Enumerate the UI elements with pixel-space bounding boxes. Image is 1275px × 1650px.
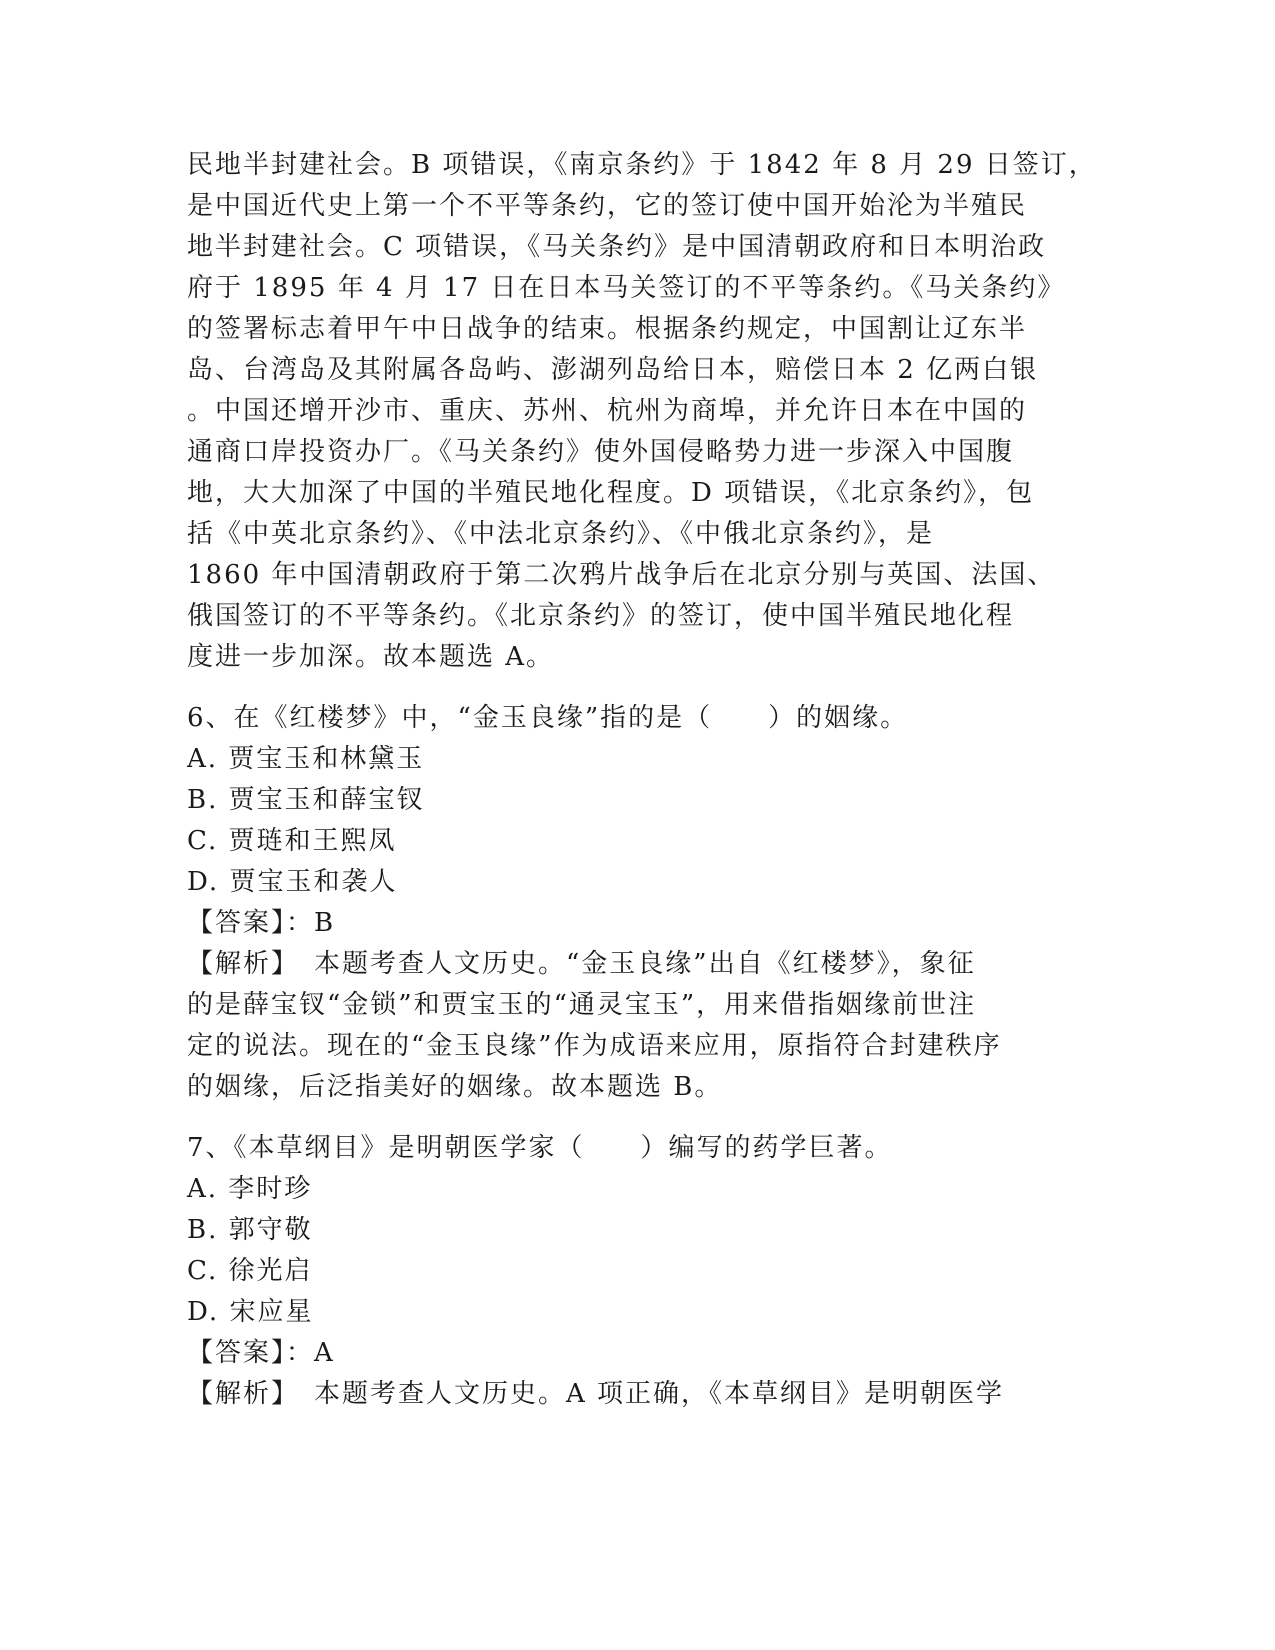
question-6-explanation-line: 【解析】 本题考查人文历史。“金玉良缘”出自《红楼梦》，象征 bbox=[187, 949, 976, 979]
question-7-stem: 7、《本草纲目》是明朝医学家（ ）编写的药学巨著。 bbox=[187, 1133, 893, 1163]
explanation-line: 俄国签订的不平等条约。《北京条约》的签订，使中国半殖民地化程 bbox=[187, 601, 1015, 631]
question-6-explanation-line: 定的说法。现在的“金玉良缘”作为成语来应用，原指符合封建秩序 bbox=[187, 1031, 1002, 1061]
question-6-option-d: D. 贾宝玉和袭人 bbox=[187, 867, 398, 897]
question-6-stem: 6、在《红楼梦》中，“金玉良缘”指的是（ ）的姻缘。 bbox=[187, 703, 909, 733]
question-7-option-b: B. 郭守敬 bbox=[187, 1215, 313, 1245]
explanation-line: 地，大大加深了中国的半殖民地化程度。D 项错误，《北京条约》，包 bbox=[187, 478, 1035, 508]
question-6-option-b: B. 贾宝玉和薛宝钗 bbox=[187, 785, 425, 815]
question-7-option-d: D. 宋应星 bbox=[187, 1297, 314, 1327]
explanation-line: 1860 年中国清朝政府于第二次鸦片战争后在北京分别与英国、法国、 bbox=[187, 560, 1056, 590]
question-7-option-c: C. 徐光启 bbox=[187, 1256, 313, 1286]
explanation-line: 度进一步加深。故本题选 A。 bbox=[187, 642, 555, 672]
explanation-line: 地半封建社会。C 项错误，《马关条约》是中国清朝政府和日本明治政 bbox=[187, 232, 1047, 262]
question-6-option-c: C. 贾琏和王熙凤 bbox=[187, 826, 397, 856]
explanation-line: 。中国还增开沙市、重庆、苏州、杭州为商埠，并允许日本在中国的 bbox=[187, 396, 1028, 426]
question-6-explanation-line: 的是薛宝钗“金锁”和贾宝玉的“通灵宝玉”，用来借指姻缘前世注 bbox=[187, 990, 977, 1020]
explanation-line: 的签署标志着甲午中日战争的结束。根据条约规定，中国割让辽东半 bbox=[187, 314, 1028, 344]
question-6-answer: 【答案】：B bbox=[187, 908, 336, 938]
question-6-explanation-line: 的姻缘，后泛指美好的姻缘。故本题选 B。 bbox=[187, 1072, 723, 1102]
explanation-line: 岛、台湾岛及其附属各岛屿、澎湖列岛给日本，赔偿日本 2 亿两白银 bbox=[187, 355, 1039, 385]
explanation-line: 府于 1895 年 4 月 17 日在日本马关签订的不平等条约。《马关条约》 bbox=[187, 273, 1066, 303]
question-7-explanation-line: 【解析】 本题考查人文历史。A 项正确，《本草纲目》是明朝医学 bbox=[187, 1379, 1005, 1409]
question-7-answer: 【答案】：A bbox=[187, 1338, 335, 1368]
explanation-line: 是中国近代史上第一个不平等条约，它的签订使中国开始沦为半殖民 bbox=[187, 191, 1028, 221]
explanation-line: 括《中英北京条约》、《中法北京条约》、《中俄北京条约》，是 bbox=[187, 519, 935, 549]
explanation-line: 通商口岸投资办厂。《马关条约》使外国侵略势力进一步深入中国腹 bbox=[187, 437, 1015, 467]
explanation-line: 民地半封建社会。B 项错误，《南京条约》于 1842 年 8 月 29 日签订， bbox=[187, 150, 1097, 180]
question-6-option-a: A. 贾宝玉和林黛玉 bbox=[187, 744, 425, 774]
question-7-option-a: A. 李时珍 bbox=[187, 1174, 313, 1204]
